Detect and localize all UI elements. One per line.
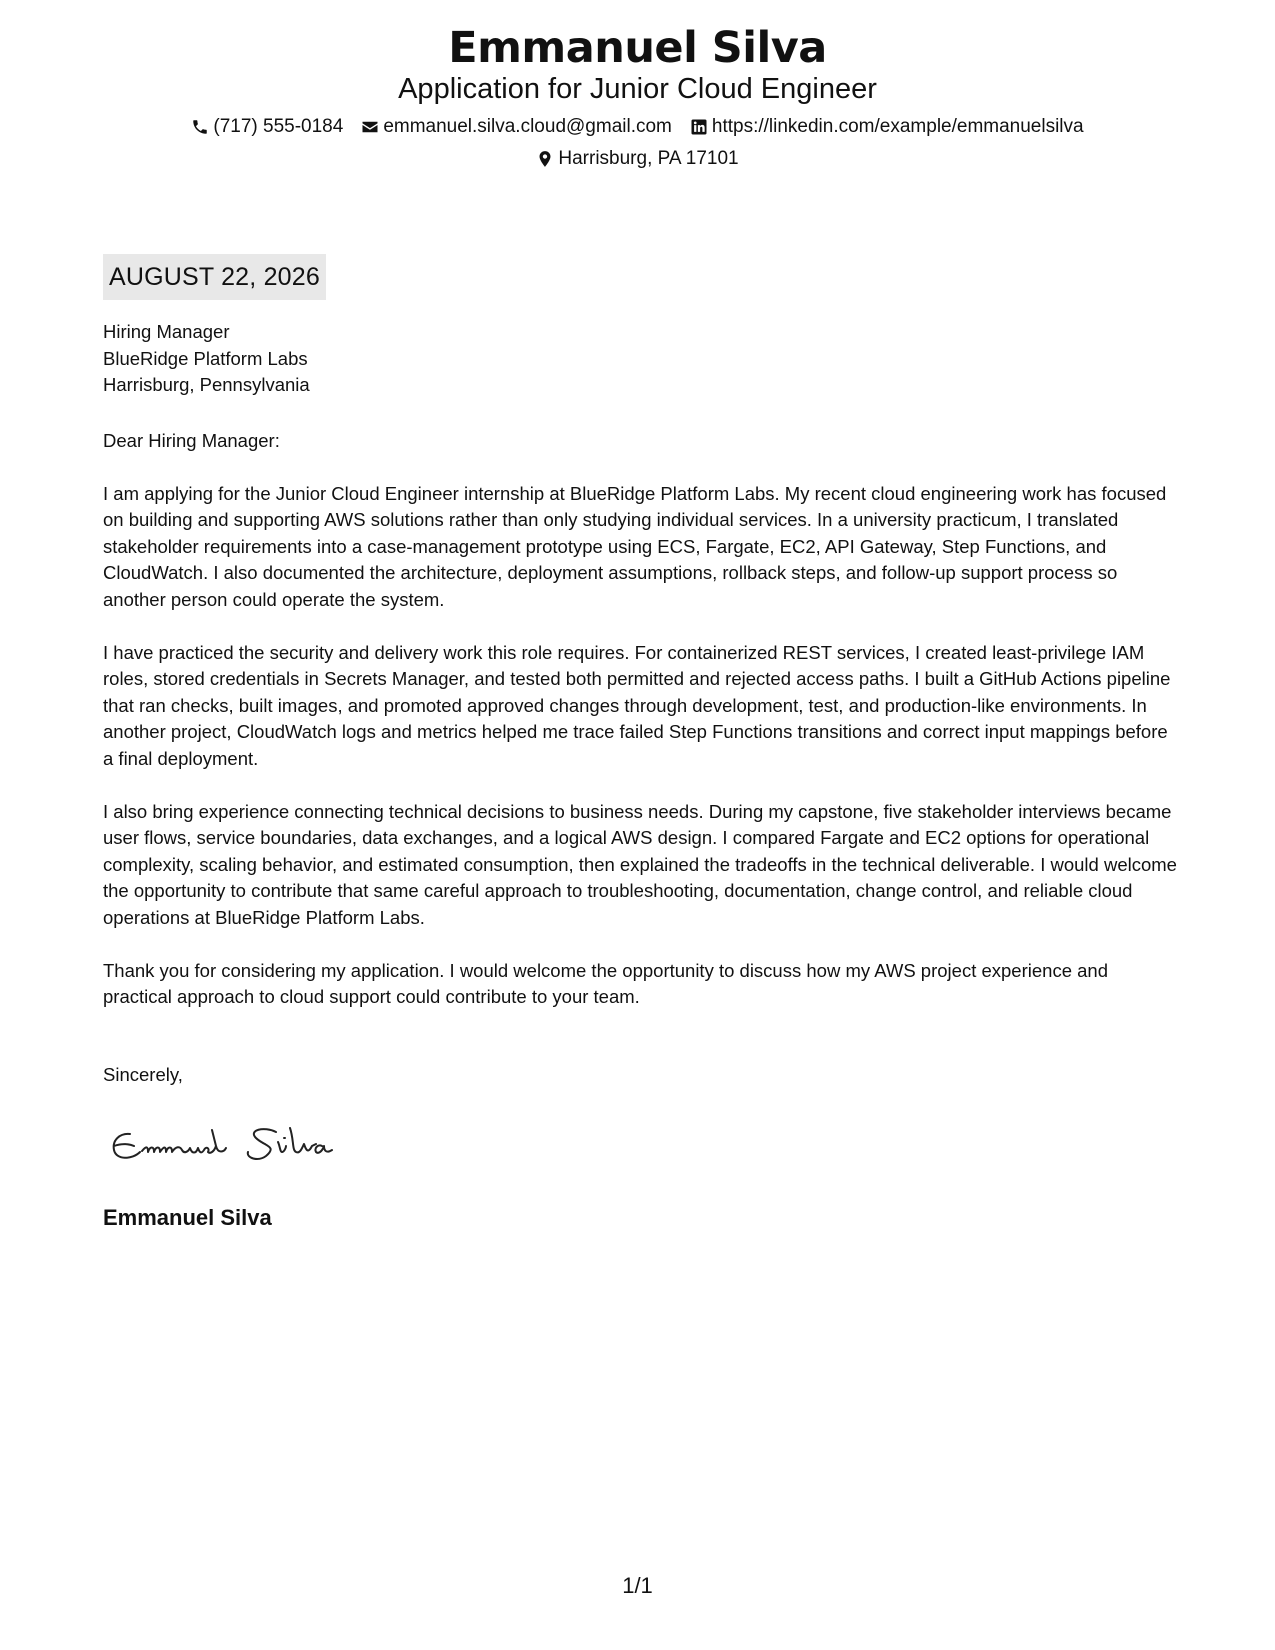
letter-date: AUGUST 22, 2026: [103, 254, 326, 300]
location-text: Harrisburg, PA 17101: [558, 148, 739, 169]
letter-header: [0, 22, 1275, 172]
paragraph-3: I also bring experience connecting technical decisions to business needs. During my capstone, five stakeholder interviews became user flows, service boundaries, data exchanges, and a logical AWS design. I compared Fargate and EC2 options for operational complexity, scaling behavior, and estimated consumption, then explained the tradeoffs in the technical deliverable. I would welcome the opportunity to contribute that same careful approach to troubleshooting, documentation, change control, and reliable cloud operations at BlueRidge Platform Labs.: [103, 800, 1177, 928]
recipient-location: Harrisburg, Pennsylvania: [103, 374, 310, 395]
recipient-block: [103, 319, 310, 399]
letter-body: [103, 428, 1178, 1037]
application-title: Application for Junior Cloud Engineer: [398, 73, 877, 105]
paragraph-2: I have practiced the security and delivery work this role requires. For containerized REST services, I created least-privilege IAM roles, stored credentials in Secrets Manager, and tested both permitted and rejected access paths. I built a GitHub Actions pipeline that ran checks, built images, and promoted approved changes through development, test, and production-like environments. In another project, CloudWatch logs and metrics helped me trace failed Step Functions transitions and correct input mappings before a final deployment.: [103, 641, 1171, 769]
handwritten-signature: [108, 1116, 368, 1172]
closing: Sincerely,: [103, 1064, 183, 1085]
recipient-title: Hiring Manager: [103, 321, 230, 342]
contact-email[interactable]: [361, 114, 672, 140]
paragraph-1: I am applying for the Junior Cloud Engineer internship at BlueRidge Platform Labs. My recent cloud engineering work has focused on building and supporting AWS solutions rather than only studying individual services. In a university practicum, I translated stakeholder requirements into a case-management prototype using ECS, Fargate, EC2, API Gateway, Step Functions, and CloudWatch. I also documented the architecture, deployment assumptions, rollback steps, and follow-up support process so another person could operate the system.: [103, 482, 1167, 610]
signed-name: Emmanuel Silva: [103, 1205, 272, 1230]
linkedin-url: https://linkedin.com/example/emmanuelsilva: [711, 116, 1084, 137]
email-address: emmanuel.silva.cloud@gmail.com: [383, 116, 672, 137]
paragraph-4: Thank you for considering my application. I would welcome the opportunity to discuss how my AWS project experience and practical approach to cloud support could contribute to your team.: [103, 959, 1108, 1007]
phone-number: (717) 555-0184: [213, 116, 344, 137]
contact-row: [0, 114, 1275, 140]
contact-location: [536, 146, 738, 172]
linkedin-icon: [690, 118, 708, 136]
recipient-company: BlueRidge Platform Labs: [103, 347, 308, 369]
contact-phone[interactable]: [191, 114, 343, 140]
page-number: 1/1: [622, 1573, 653, 1598]
applicant-name: Emmanuel Silva: [448, 23, 827, 73]
envelope-icon: [361, 118, 379, 136]
contact-linkedin[interactable]: [690, 114, 1084, 140]
location-row: [0, 146, 1275, 172]
phone-icon: [191, 118, 209, 136]
map-pin-icon: [536, 150, 554, 168]
salutation: Dear Hiring Manager:: [103, 430, 280, 451]
